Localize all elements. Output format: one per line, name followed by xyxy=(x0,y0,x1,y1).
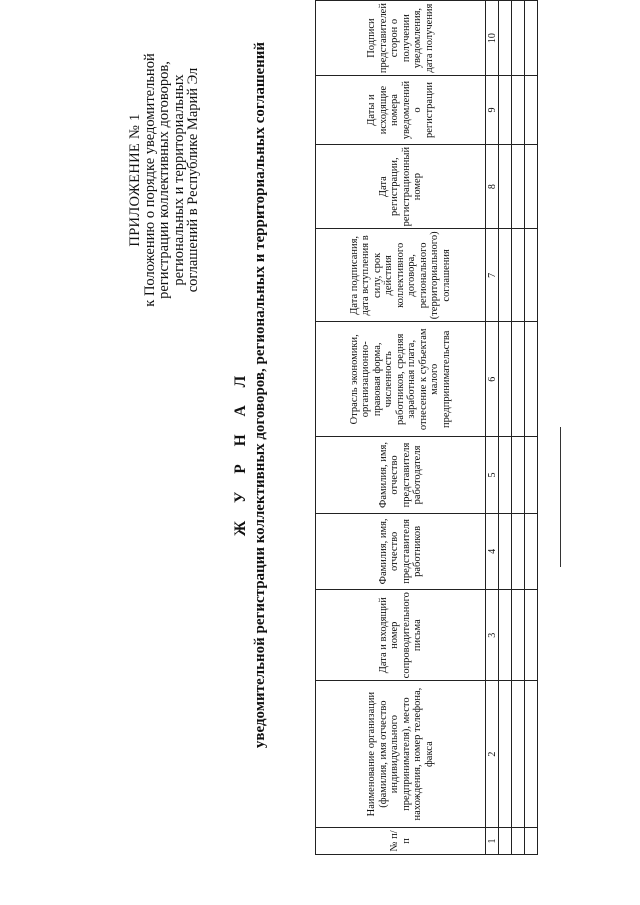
table-cell xyxy=(499,144,512,229)
table-cell xyxy=(512,76,525,145)
appendix-line: к Положению о порядке уведомительной xyxy=(141,53,158,307)
appendix-line: регистрации коллективных договоров, xyxy=(156,61,172,299)
table-cell xyxy=(525,437,538,513)
table-cell xyxy=(512,590,525,681)
table-cell xyxy=(512,437,525,513)
table-cell xyxy=(525,513,538,589)
table-row xyxy=(499,1,512,855)
table-row xyxy=(512,1,525,855)
table-cell xyxy=(499,590,512,681)
table-cell xyxy=(525,1,538,76)
column-number-row xyxy=(486,1,499,855)
table-cell xyxy=(512,322,525,437)
table-cell xyxy=(525,827,538,854)
table-cell xyxy=(512,827,525,854)
column-number: 9 xyxy=(486,76,499,145)
header-cell: Фамилия, имя, отчество представителя работников xyxy=(316,513,486,589)
table-cell xyxy=(525,590,538,681)
header-cell: Дата регистрации, регистрационный номер xyxy=(316,144,486,229)
table-cell xyxy=(499,1,512,76)
table-row xyxy=(525,1,538,855)
header-cell: Дата и входящий номер сопроводительного письма xyxy=(316,590,486,681)
table-cell xyxy=(499,827,512,854)
column-number: 4 xyxy=(486,513,499,589)
appendix-line: региональных и территориальных xyxy=(170,74,187,286)
column-number: 10 xyxy=(486,1,499,76)
table-cell xyxy=(525,76,538,145)
column-number: 8 xyxy=(486,144,499,229)
table-cell xyxy=(525,144,538,229)
header-cell: Дата подписания, дата вступления в силу, срок действия коллективного договора, регионального (территориального) соглашения xyxy=(316,229,486,322)
header-cell: Фамилия, имя, отчество представителя работодателя xyxy=(316,437,486,513)
column-number: 2 xyxy=(486,681,499,828)
table-cell xyxy=(499,437,512,513)
table-header-row xyxy=(316,1,486,855)
table-cell xyxy=(525,229,538,322)
registration-journal-table xyxy=(315,0,538,855)
table-cell xyxy=(525,681,538,828)
table-cell xyxy=(512,513,525,589)
column-number: 3 xyxy=(486,590,499,681)
header-cell: Наименование организации (фамилия, имя отчество индивидуального предпринимателя), место нахождения, номер телефона, факса xyxy=(316,681,486,828)
column-number: 7 xyxy=(486,229,499,322)
table-cell xyxy=(499,229,512,322)
column-number: 6 xyxy=(486,322,499,437)
table-cell xyxy=(499,681,512,828)
table-cell xyxy=(512,1,525,76)
header-cell: № п/п xyxy=(316,827,486,854)
appendix-block xyxy=(128,10,201,350)
appendix-line: соглашений в Республике Марий Эл xyxy=(185,67,201,293)
separator-line xyxy=(560,427,561,567)
table-cell xyxy=(512,229,525,322)
journal-subtitle: уведомительной регистрации коллективных договоров, региональных и территориальных соглашений xyxy=(252,41,268,749)
table-cell xyxy=(512,681,525,828)
header-cell: Подписи представителей сторон о получении уведомления, дата получения xyxy=(316,1,486,76)
table-cell xyxy=(499,322,512,437)
column-number: 1 xyxy=(486,827,499,854)
header-cell: Даты и исходящие номера уведомлений о регистрации xyxy=(316,76,486,145)
table-cell xyxy=(499,513,512,589)
header-cell: Отрасль экономики, организационно-правовая форма, численность работников, средняя заработная плата, отнесение к субъектам малого предпринимательства xyxy=(316,322,486,437)
journal-title: Ж У Р Н А Л xyxy=(232,368,249,537)
table-cell xyxy=(512,144,525,229)
table-cell xyxy=(525,322,538,437)
column-number: 5 xyxy=(486,437,499,513)
appendix-title: ПРИЛОЖЕНИЕ № 1 xyxy=(127,113,143,247)
table-cell xyxy=(499,76,512,145)
